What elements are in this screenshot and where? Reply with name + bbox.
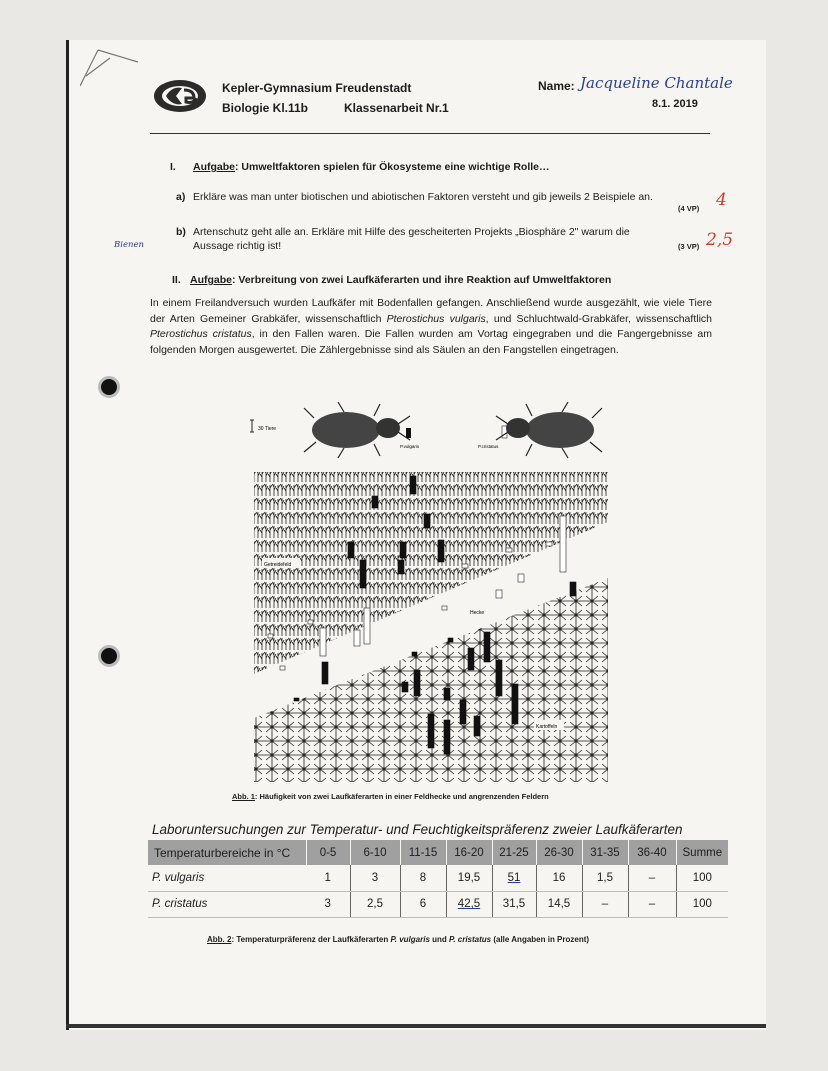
beetle-cristatus-icon (496, 402, 602, 458)
vulgaris-bar (444, 688, 450, 700)
table-cell: – (582, 891, 628, 917)
table-row (148, 865, 728, 891)
vulgaris-bar (322, 662, 328, 684)
folded-corner-icon (80, 48, 140, 88)
beetle-distribution-figure (248, 398, 618, 782)
cristatus-bar (320, 628, 326, 656)
school-name: Kepler-Gymnasium Freudenstadt (222, 81, 412, 95)
student-name: Jacqueline Chantale (580, 74, 733, 92)
table-cell: 2,5 (350, 891, 400, 917)
cristatus-bar (354, 630, 360, 646)
vulgaris-bar (428, 714, 434, 748)
sheet-bottom-edge (66, 1024, 766, 1028)
table-cell-highlighted: 51 (492, 865, 536, 891)
vulgaris-bar (294, 698, 299, 701)
vulgaris-bar (412, 652, 417, 656)
vulgaris-bar (512, 684, 518, 724)
table-row (148, 891, 728, 917)
cristatus-bar (560, 516, 566, 572)
cristatus-bar (462, 564, 468, 568)
table-header-row (148, 840, 728, 865)
vulgaris-bar (448, 638, 453, 642)
table-header-cell: 36-40 (628, 840, 676, 865)
vulgaris-bar (398, 560, 404, 574)
punch-hole-icon (98, 645, 120, 667)
table-cell: 3 (350, 865, 400, 891)
vulgaris-bar (348, 542, 354, 558)
table-cell: 3 (306, 891, 350, 917)
task1b-label: b) (176, 226, 186, 238)
vulgaris-bar (414, 670, 420, 696)
task1b-line2: Aussage richtig ist! (193, 240, 282, 252)
school-logo-icon (152, 78, 208, 114)
task1a-points: (4 VP) (678, 204, 700, 213)
task1b-points: (3 VP) (678, 242, 700, 251)
table-header-cell: 31-35 (582, 840, 628, 865)
table-cell: 1,5 (582, 865, 628, 891)
task1b-grade: 2,5 (706, 230, 734, 250)
vulgaris-bar (474, 716, 480, 736)
vulgaris-bar (360, 560, 366, 588)
table-cell: – (628, 891, 676, 917)
table-cell: 31,5 (492, 891, 536, 917)
table-cell-species: P. cristatus (148, 891, 306, 917)
cristatus-bar (442, 606, 447, 610)
legend-cristatus-label: P.cristatus (478, 444, 499, 449)
task1-heading: Aufgabe: Umweltfaktoren spielen für Ökosysteme eine wichtige Rolle… (193, 161, 550, 173)
task2-number: II. (172, 274, 181, 286)
table-cell: 19,5 (446, 865, 492, 891)
table-cell: – (628, 865, 676, 891)
task1-number: I. (170, 161, 176, 173)
hedge-label: Hecke (470, 610, 485, 616)
field-label: Getreidefeld (264, 562, 292, 568)
legend-vulgaris-label: P.vulgaris (400, 444, 420, 449)
vulgaris-bar (410, 476, 416, 494)
vulgaris-bar (402, 682, 408, 692)
table-cell-highlighted: 42,5 (446, 891, 492, 917)
figure-caption: Abb. 1: Häufigkeit von zwei Laufkäferarten in einer Feldhecke und angrenzenden Feldern (232, 792, 549, 801)
exam-title: Klassenarbeit Nr.1 (344, 101, 449, 115)
cristatus-bar (506, 548, 512, 552)
task1a-text: Erkläre was man unter biotischen und abiotischen Faktoren versteht und gib jeweils 2 Beispiele an. (193, 191, 653, 203)
vulgaris-bar (400, 542, 406, 558)
course-name: Biologie Kl.11b (222, 101, 309, 115)
vulgaris-bar (438, 540, 444, 562)
table-header-cell: 26-30 (536, 840, 582, 865)
table-cell: 100 (676, 891, 728, 917)
task1a-label: a) (176, 191, 186, 203)
beetle-vulgaris-icon (304, 402, 410, 458)
table-header-cell: 21-25 (492, 840, 536, 865)
table-cell: 8 (400, 865, 446, 891)
task2-heading: Aufgabe: Verbreitung von zwei Laufkäferarten und ihre Reaktion auf Umweltfaktoren (190, 274, 612, 286)
table-header-cell: 11-15 (400, 840, 446, 865)
task1b-line1: Artenschutz geht alle an. Erkläre mit Hilfe des gescheiterten Projekts „Biosphäre 2" warum die (193, 226, 630, 238)
cristatus-bar (518, 574, 524, 582)
temperature-table (148, 840, 728, 918)
table-header-cell: 16-20 (446, 840, 492, 865)
vulgaris-bar (484, 632, 490, 662)
cristatus-bar (268, 634, 273, 638)
table-header-cell: 0-5 (306, 840, 350, 865)
table-cell: 100 (676, 865, 728, 891)
vulgaris-bar (424, 514, 430, 528)
table-caption: Abb. 2: Temperaturpräferenz der Laufkäferarten P. vulgaris und P. cristatus (alle Angaben in Prozent) (207, 935, 590, 944)
cristatus-bar (546, 542, 552, 546)
margin-note: Bienen (114, 240, 144, 250)
table-header-cell: Temperaturbereiche in °C (148, 840, 306, 865)
exam-date: 8.1. 2019 (652, 98, 698, 110)
legend-vulgaris-bar (406, 428, 411, 438)
vulgaris-bar (372, 496, 378, 508)
potato-label: Kartoffeln (536, 724, 558, 730)
scale-label: 30 Tiere (258, 426, 277, 432)
table-cell: 1 (306, 865, 350, 891)
table-cell: 14,5 (536, 891, 582, 917)
name-label: Name: (538, 79, 575, 93)
table-cell: 16 (536, 865, 582, 891)
vulgaris-bar (444, 720, 450, 754)
scale-bar (250, 420, 254, 432)
cristatus-bar (496, 590, 502, 598)
vulgaris-bar (570, 582, 576, 596)
header-divider (150, 133, 710, 134)
table-cell-species: P. vulgaris (148, 865, 306, 891)
task1a-grade: 4 (716, 190, 727, 210)
table-cell: 6 (400, 891, 446, 917)
vulgaris-bar (460, 700, 466, 724)
task2-paragraph: In einem Freilandversuch wurden Laufkäfer mit Bodenfallen gefangen. Anschließend wurde ausgezählt, wie viele Tiere der Arten Gemeiner Grabkäfer, wissenschaftlich Pterostichus vulgaris, und Schluchtwald-Grabkäfer, wissenschaftlich Pterostichus cristatus, in den Fallen waren. Die Fallen wurden am Vortag eingegraben und die Fangergebnisse am folgenden Morgen ausgewertet. Die Zählergebnisse sind als Säulen an den Fangstellen eingetragen. (150, 297, 712, 356)
table-header-cell: 6-10 (350, 840, 400, 865)
cristatus-bar (364, 608, 370, 644)
cristatus-bar (280, 666, 285, 670)
punch-hole-icon (98, 376, 120, 398)
table-header-cell: Summe (676, 840, 728, 865)
vulgaris-bar (468, 648, 474, 670)
table-title: Laboruntersuchungen zur Temperatur- und Feuchtigkeitspräferenz zweier Laufkäferarten (152, 822, 683, 837)
vulgaris-bar (496, 660, 502, 696)
cristatus-bar (308, 620, 313, 624)
